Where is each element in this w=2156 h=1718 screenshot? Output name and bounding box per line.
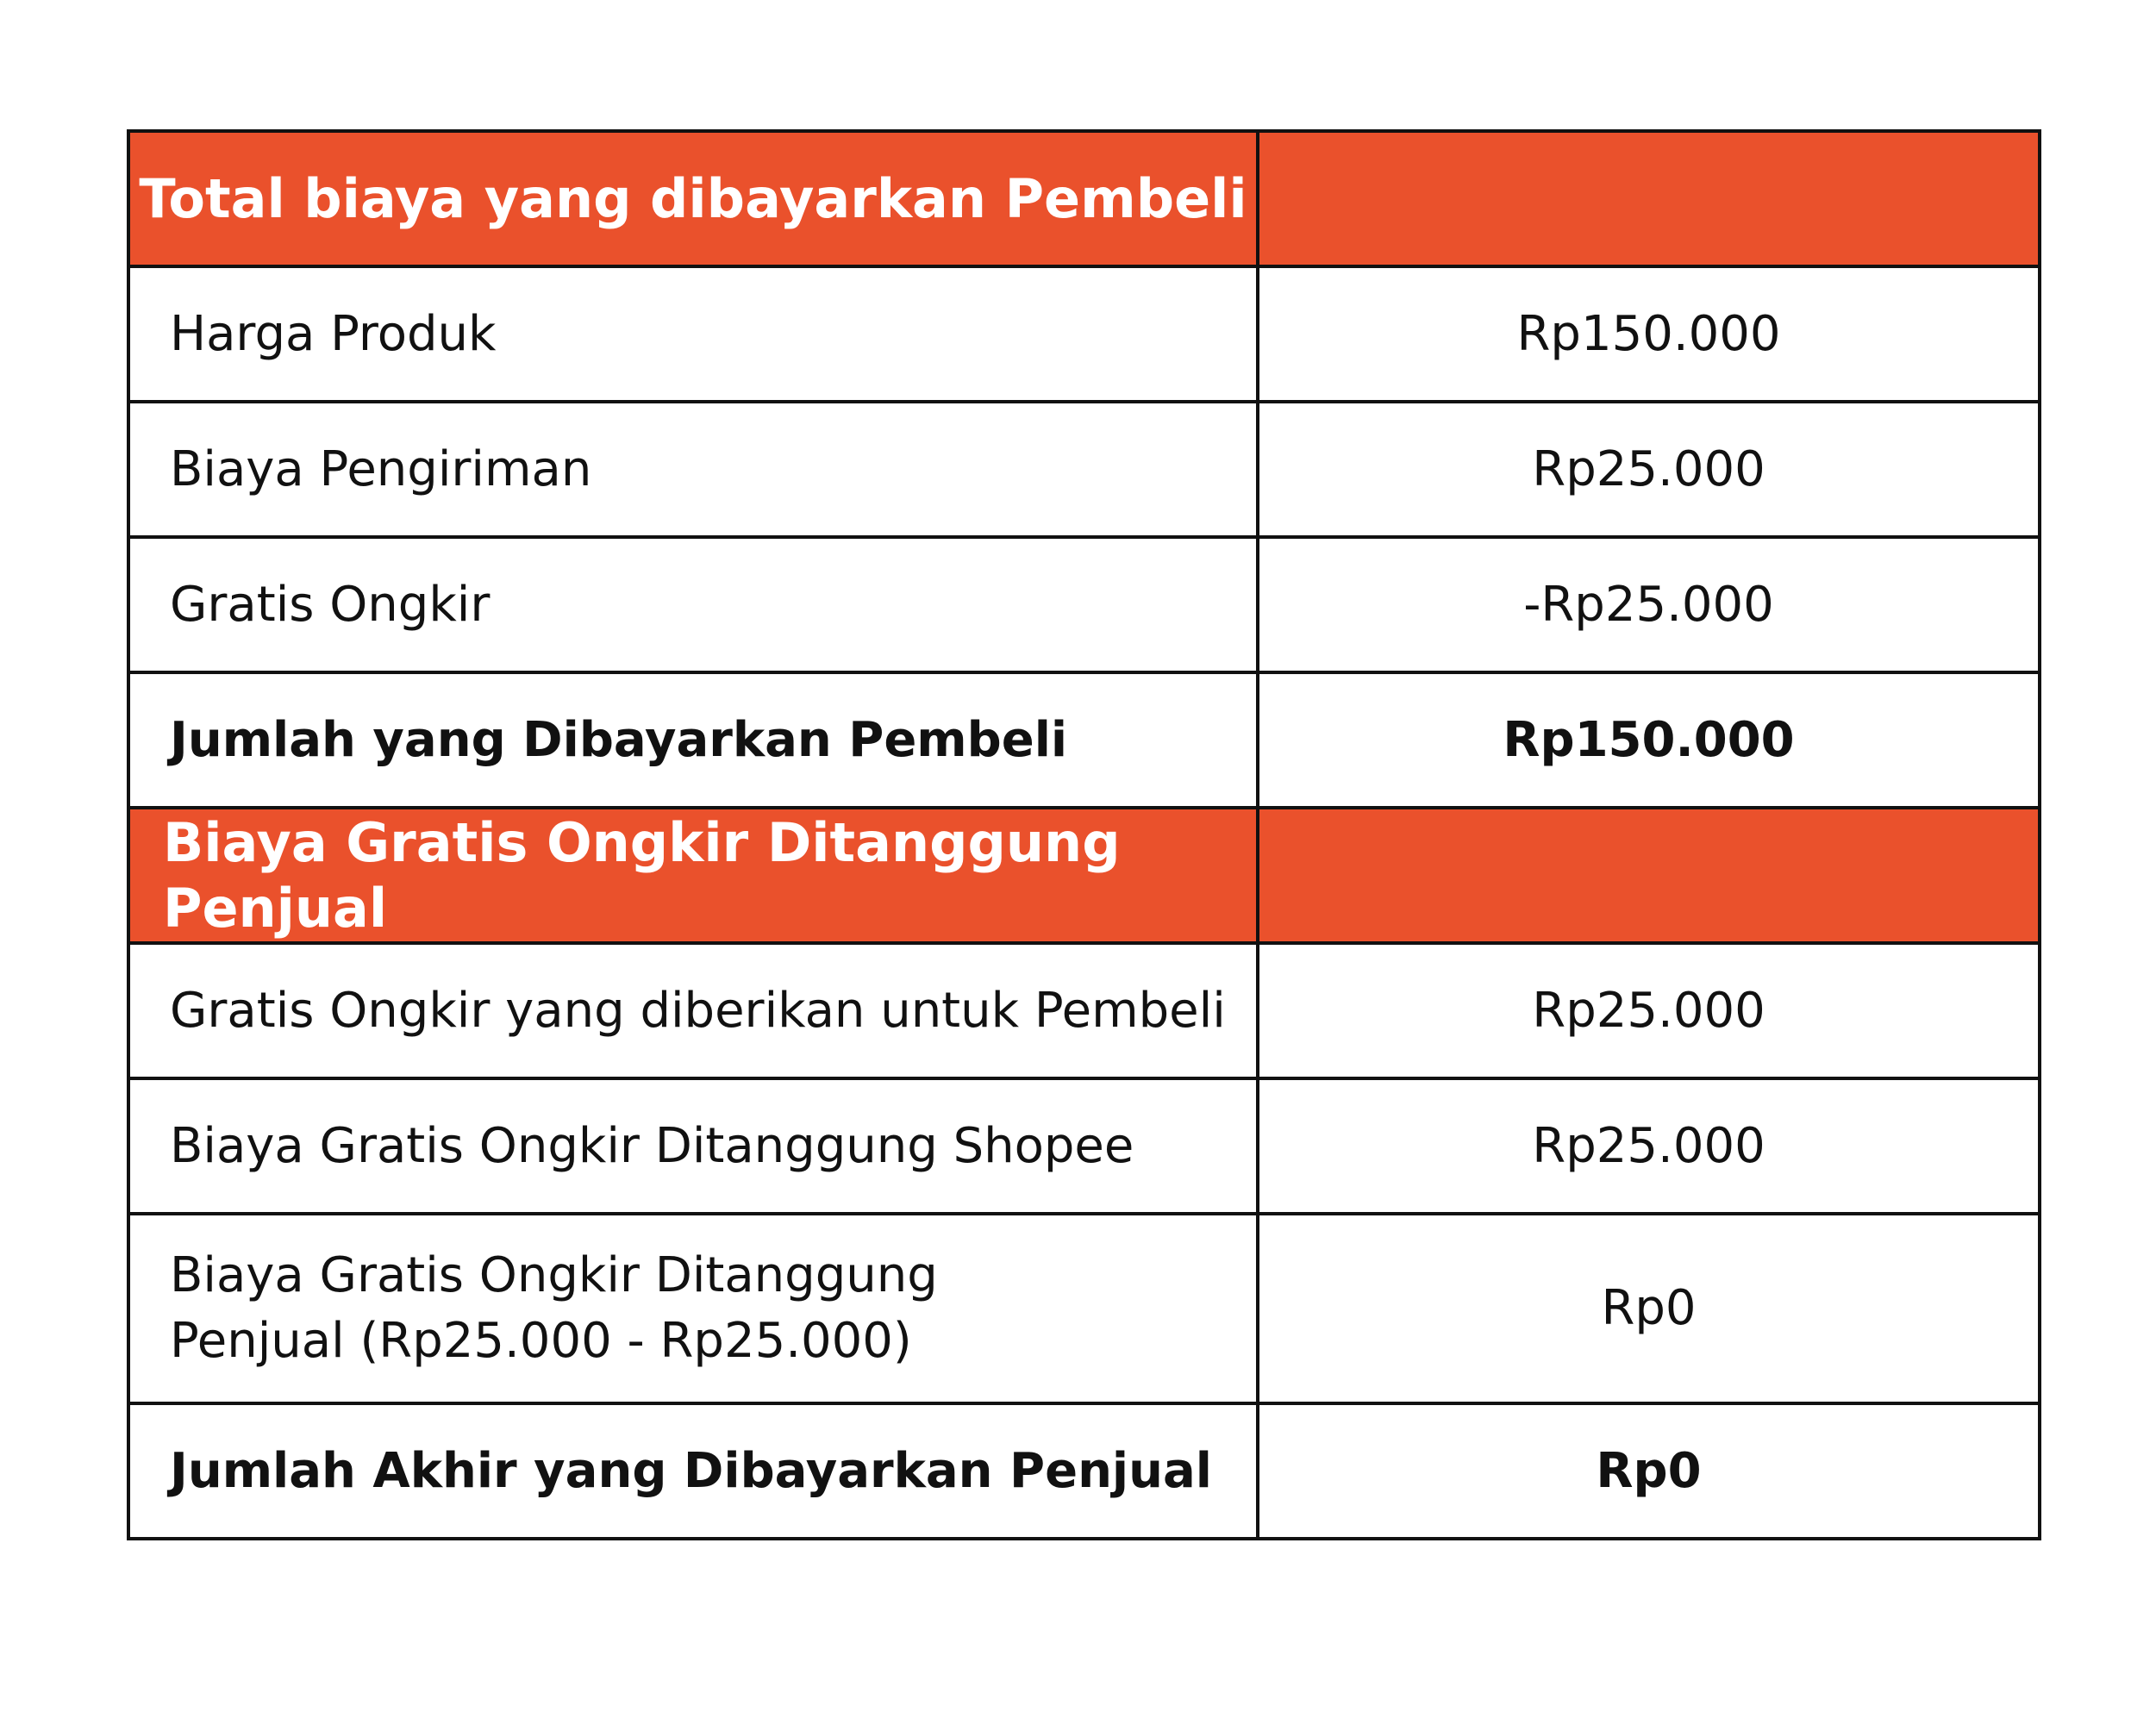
- row-value: -Rp25.000: [1258, 537, 2040, 672]
- row-value: Rp25.000: [1258, 943, 2040, 1078]
- row-value: Rp0: [1258, 1214, 2040, 1403]
- section-title-buyer: Total biaya yang dibayarkan Pembeli: [128, 131, 1258, 266]
- table-row: [128, 1214, 2040, 1403]
- total-row-buyer: [128, 672, 2040, 808]
- row-label: Biaya Pengiriman: [128, 402, 1258, 537]
- row-label: Biaya Gratis Ongkir Ditanggung Penjual (Rp25.000 - Rp25.000): [170, 1247, 938, 1369]
- row-label: Jumlah yang Dibayarkan Pembeli: [128, 672, 1258, 808]
- row-value: Rp150.000: [1258, 266, 2040, 402]
- section-header-buyer: [128, 131, 2040, 266]
- table-row: [128, 943, 2040, 1078]
- total-row-seller: [128, 1403, 2040, 1539]
- table-row: [128, 266, 2040, 402]
- section-header-seller: [128, 808, 2040, 943]
- row-label: Harga Produk: [128, 266, 1258, 402]
- fee-breakdown-table: [127, 129, 2041, 1540]
- row-value: Rp25.000: [1258, 1078, 2040, 1214]
- section-header-empty-cell: [1258, 131, 2040, 266]
- table-row: [128, 537, 2040, 672]
- row-label: Gratis Ongkir: [128, 537, 1258, 672]
- row-value: Rp150.000: [1258, 672, 2040, 808]
- table-row: [128, 402, 2040, 537]
- row-label: Biaya Gratis Ongkir Ditanggung Shopee: [128, 1078, 1258, 1214]
- table-row: [128, 1078, 2040, 1214]
- section-title-seller: Biaya Gratis Ongkir Ditanggung Penjual: [128, 808, 1258, 943]
- row-value: Rp0: [1258, 1403, 2040, 1539]
- row-label: Jumlah Akhir yang Dibayarkan Penjual: [128, 1403, 1258, 1539]
- row-value: Rp25.000: [1258, 402, 2040, 537]
- section-header-empty-cell: [1258, 808, 2040, 943]
- row-label-cell: [128, 1214, 1258, 1403]
- row-label: Gratis Ongkir yang diberikan untuk Pembeli: [128, 943, 1258, 1078]
